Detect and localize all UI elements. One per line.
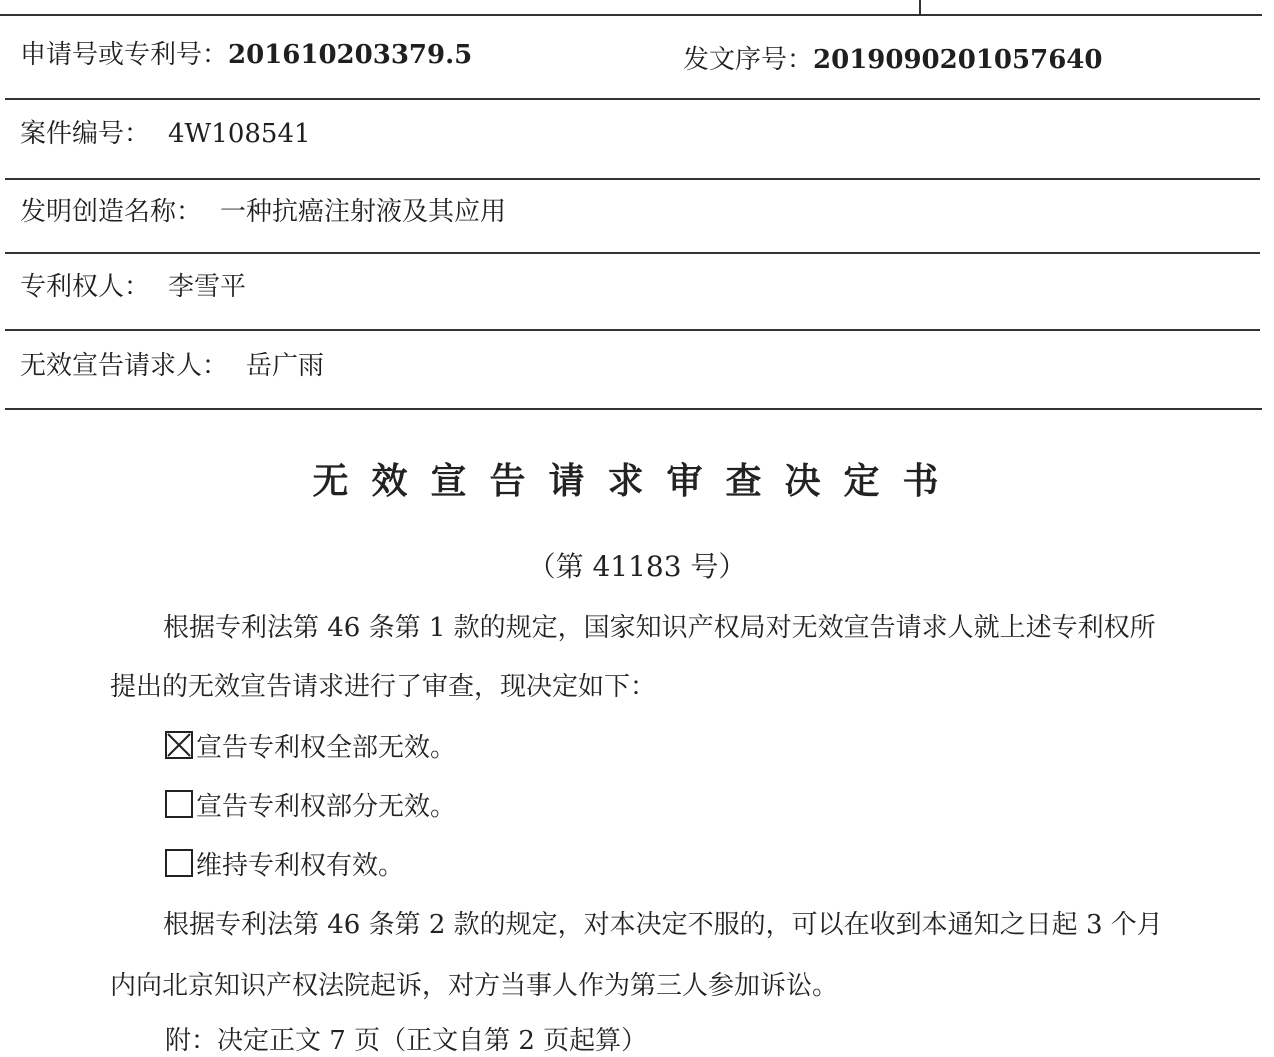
paragraph-line: 根据专利法第 46 条第 2 款的规定，对本决定不服的，可以在收到本通知之日起 3 个月: [163, 910, 1163, 940]
row-divider: [5, 329, 1260, 331]
checkbox-checked-icon: [165, 731, 193, 759]
checkbox-empty-icon: [165, 790, 193, 818]
application-number-label: 申请号或专利号：: [20, 40, 229, 70]
option-label: 宣告专利权部分无效。: [196, 791, 457, 822]
document-title: 无效宣告请求审查决定书: [312, 461, 962, 502]
patentee-value: 李雪平: [168, 272, 247, 302]
requester-label: 无效宣告请求人：: [20, 351, 229, 381]
application-number-value: 201610203379.5: [228, 40, 473, 70]
invention-name-label: 发明创造名称：: [20, 197, 203, 227]
option-maintain-valid: [165, 847, 404, 879]
requester-value: 岳广雨: [246, 351, 325, 381]
row-divider: [5, 98, 1260, 100]
dispatch-number-field: [683, 45, 1102, 75]
option-invalidate-all: [165, 729, 456, 761]
patentee-label: 专利权人：: [20, 272, 151, 302]
patentee-field: [20, 272, 246, 302]
dispatch-number-label: 发文序号：: [683, 45, 814, 75]
invention-name-field: [20, 197, 506, 227]
requester-field: [20, 351, 324, 381]
top-rule: [0, 14, 1262, 16]
case-number-value: 4W108541: [168, 119, 311, 149]
option-label: 维持专利权有效。: [196, 850, 405, 881]
option-label: 宣告专利权全部无效。: [196, 732, 457, 763]
top-divider: [919, 0, 921, 16]
row-divider: [5, 252, 1260, 254]
row-divider: [5, 408, 1262, 410]
case-number-label: 案件编号：: [20, 119, 151, 149]
row-divider: [5, 178, 1260, 180]
decision-number: （第 41183 号）: [527, 550, 747, 583]
paragraph-line: 内向北京知识产权法院起诉，对方当事人作为第三人参加诉讼。: [110, 971, 839, 1001]
invention-name-value: 一种抗癌注射液及其应用: [220, 197, 507, 227]
paragraph-line: 提出的无效宣告请求进行了审查，现决定如下：: [110, 672, 657, 702]
option-invalidate-partial: [165, 788, 456, 820]
paragraph-line: 根据专利法第 46 条第 1 款的规定，国家知识产权局对无效宣告请求人就上述专利权所: [163, 613, 1156, 643]
application-number-field: [20, 40, 472, 70]
case-number-field: [20, 119, 311, 149]
attachment-note: 附：决定正文 7 页（正文自第 2 页起算）: [165, 1026, 648, 1056]
dispatch-number-value: 2019090201057640: [813, 45, 1103, 75]
checkbox-empty-icon: [165, 849, 193, 877]
